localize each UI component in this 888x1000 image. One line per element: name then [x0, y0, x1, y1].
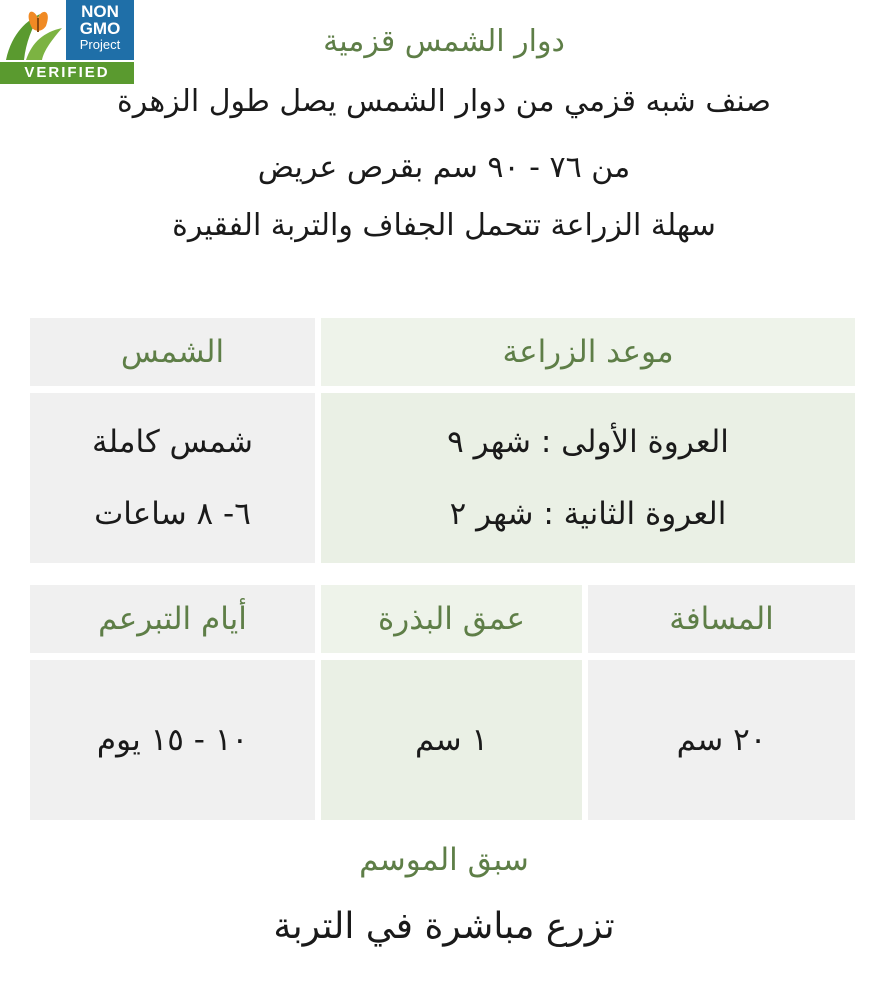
seed-depth-cell [321, 660, 582, 820]
planting-time-header-label: موعد الزراعة [502, 334, 674, 370]
spacing-value: ٢٠ سم [676, 722, 767, 758]
product-title: دوار الشمس قزمية [323, 24, 565, 59]
first-season-line: العروة الأولى : شهر ٩ [447, 424, 729, 460]
spacing-cell [588, 660, 855, 820]
germination-days-header [30, 585, 315, 653]
early-season-label: سبق الموسم [359, 842, 529, 878]
planting-time-cell [321, 393, 855, 563]
early-season-value: تزرع مباشرة في التربة [273, 906, 615, 947]
sun-header-label: الشمس [120, 334, 225, 370]
badge-line-gmo: GMO [79, 19, 121, 38]
sun-hours-line: ٦- ٨ ساعات [94, 496, 251, 532]
seed-depth-header-label: عمق البذرة [377, 601, 526, 637]
second-season-line: العروة الثانية : شهر ٢ [449, 496, 727, 532]
description-line-1: صنف شبه قزمي من دوار الشمس يصل طول الزهرة [117, 84, 771, 119]
germination-days-header-label: أيام التبرعم [98, 601, 247, 637]
germination-days-value: ١٠ - ١٥ يوم [96, 722, 249, 758]
germination-days-cell [30, 660, 315, 820]
description-line-2: من ٧٦ - ٩٠ سم بقرص عريض [257, 150, 631, 185]
description-line-3: سهلة الزراعة تتحمل الجفاف والتربة الفقيرة [172, 208, 716, 243]
sun-header [30, 318, 315, 386]
badge-line-project: Project [79, 37, 121, 52]
sun-cell [30, 393, 315, 563]
seed-depth-header [321, 585, 582, 653]
badge-line-non: NON [81, 2, 119, 21]
planting-time-header [321, 318, 855, 386]
spacing-header-label: المسافة [669, 601, 774, 637]
spacing-header [588, 585, 855, 653]
sun-type-line: شمس كاملة [92, 424, 253, 460]
seed-depth-value: ١ سم [414, 722, 489, 758]
badge-verified-band: VERIFIED [0, 62, 134, 84]
